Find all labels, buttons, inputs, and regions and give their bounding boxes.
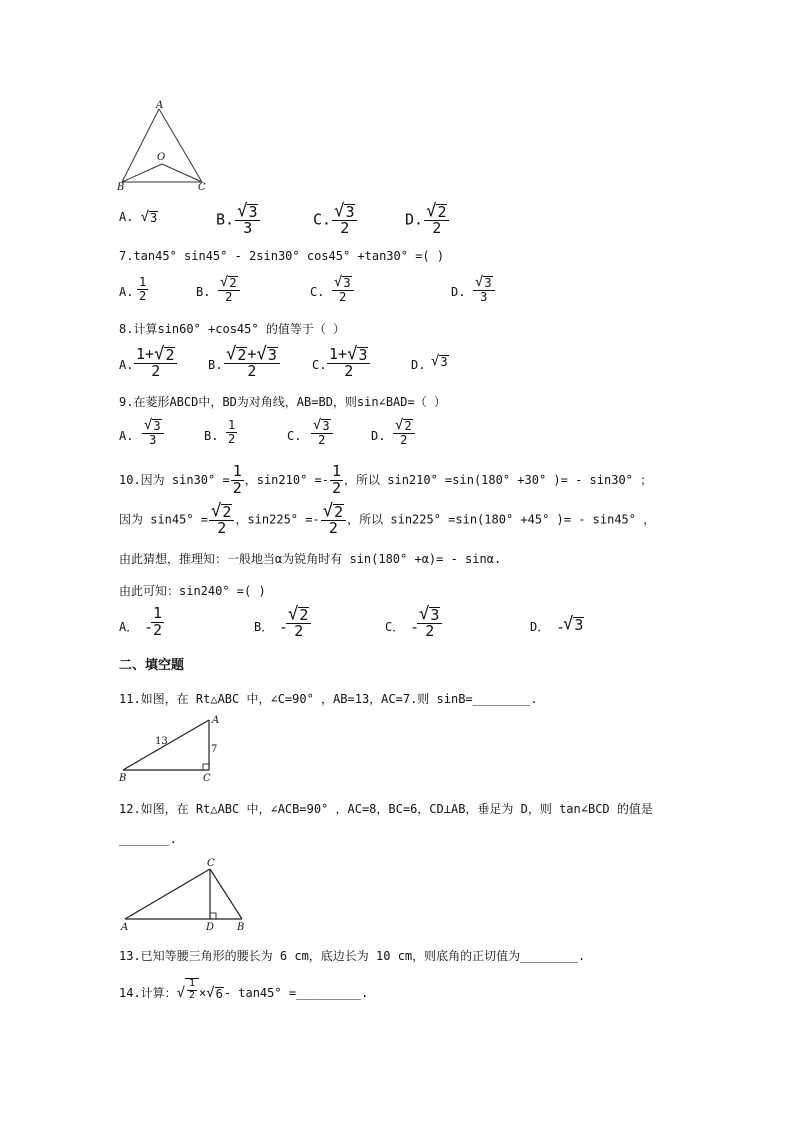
vertex-d-label: D [206,922,215,933]
q8-options: A. 1+ √ 2 2 B. √ 2 + √ 3 2 C. 1+ √ 3 2 D. √ 3 [119,344,448,381]
q9-options: A. √ 3 3 B. $\frac{1}{2}$ C. √ 3 2 D. √ 2 2 [119,419,439,455]
vertex-c-label: C [198,182,206,192]
vertex-a-label: A [156,100,164,111]
q6-option-d: D. √ 2 2 [405,203,450,237]
q7-stem: 7.tan45° sin45° - 2sin30° cos45° +tan30° =( ) [119,249,445,263]
q6-option-b: B. √ 3 3 [216,203,261,237]
triangle-figure-q11 [115,712,227,784]
q12-blank: _______. [119,832,177,846]
q8-stem: 8.计算sin60° +cos45° 的值等于（ ） [119,322,346,336]
q13-stem: 13.已知等腰三角形的腰长为 6 cm，底边长为 10 cm，则底角的正切值为________. [119,949,586,963]
side-ab-label: 13 [155,736,168,747]
q14-stem: 14.计算： √ $\frac{1}{2}$ × √ 6 - tan45° =_________. [119,978,369,1002]
q10-options: A． - $\frac{1}{2}$ B． - √ 2 2 C． - √ 3 2 D． - √ 3 [119,604,584,641]
vertex-b-label: B [237,922,245,933]
triangle-figure-q6 [114,100,210,192]
side-ac-label: 7 [211,744,218,755]
q6-option-a: A. √ 3 [119,209,158,226]
vertex-a-label: A [121,922,129,933]
vertex-o-label: O [157,152,166,163]
q11-stem: 11.如图，在 Rt△ABC 中，∠C=90° ，AB=13，AC=7.则 sinB=________. [119,692,538,706]
q10-line3: 由此猜想，推理知：一般地当α为锐角时有 sin(180° +α)= - sinα. [119,552,502,566]
q10-line4: 由此可知：sin240° =( ) [119,584,266,598]
q10-line1: 10.因为 sin30° = $\frac{1}{2}$ ，sin210° =- $\frac{1}{2}$ ，所以 sin210° =sin(180° +30° )= - sin30° ； [119,462,653,497]
vertex-b-label: B [119,773,127,784]
q6-option-c: C. √ 3 2 [313,203,358,237]
vertex-b-label: B [117,182,125,192]
section-title: 二、填空题 [119,658,185,673]
vertex-a-label: A [212,715,220,726]
triangle-figure-q12 [117,855,251,933]
vertex-c-label: C [203,773,211,784]
q9-stem: 9.在菱形ABCD中，BD为对角线，AB=BD，则sin∠BAD=（ ） [119,395,446,409]
q7-options: A. $\frac{1}{2}$ B. √ 2 2 C. √ 3 2 D. √ 3 3 [119,276,519,312]
q10-line2: 因为 sin45° = √ 2 2 ，sin225° =- √ 2 2 ，所以 sin225° =sin(180° +45° )= - sin45° ， [119,501,656,538]
vertex-c-label: C [207,858,215,869]
sqrt-3: √ 3 [140,209,158,226]
q12-stem: 12.如图，在 Rt△ABC 中，∠ACB=90° ，AC=8，BC=6，CD⊥AB，垂足为 D，则 tan∠BCD 的值是 [119,802,653,816]
